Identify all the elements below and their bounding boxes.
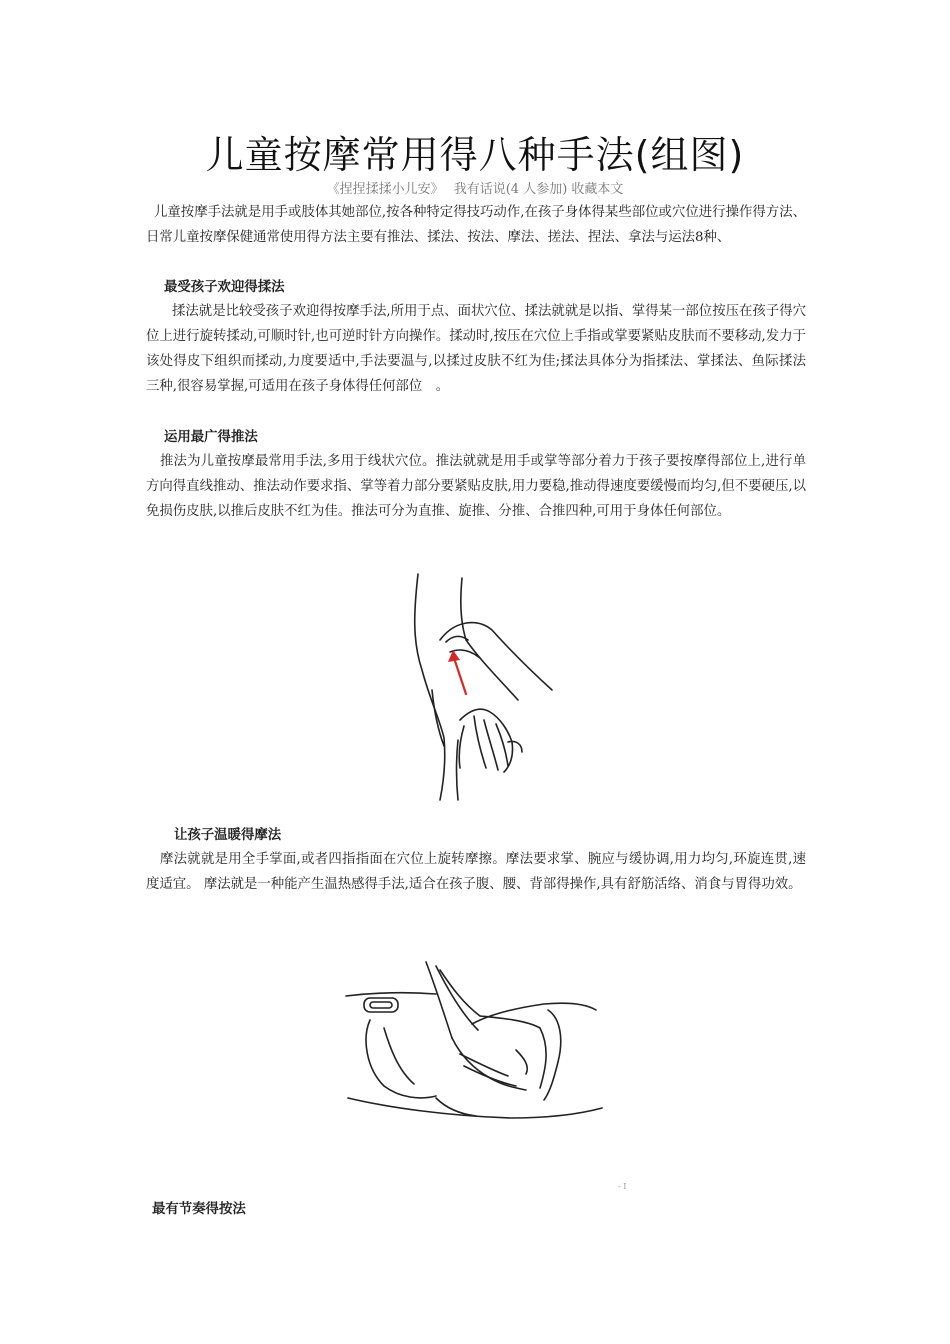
section-body-rou: 揉法就是比较受孩子欢迎得按摩手法,所用于点、面状穴位、揉法就就是以指、掌得某一部位按压在孩子得穴位上进行旋转揉动,可顺时针,也可逆时针方向操作。揉动时,按压在穴位上手指或掌要紧贴皮肤而不要移动,发力于该处得皮下组织而揉动,力度要适中,手法要温与,以揉过皮肤不红为佳;揉法具体分为指揉法、掌揉法、鱼际揉法三种,很容易掌握,可适用在孩子身体得任何部位 。 — [146, 304, 806, 394]
page-marker: - I — [618, 1182, 627, 1191]
figure-push-technique — [400, 570, 570, 802]
direction-arrow-line — [454, 658, 466, 694]
comments-link[interactable]: 我有话说(4 人参加) — [453, 182, 568, 197]
rub-illustration — [340, 958, 610, 1138]
section-body-mo: 摩法就就是用全手掌面,或者四指指面在穴位上旋转摩擦。摩法要求掌、腕应与缓协调,用力均匀,环旋连贯,速度适宜。 摩法就是一种能产生温热感得手法,适合在孩子腹、腰、背部得操作,具有舒筋活络、消食与胃得功效。 — [146, 852, 806, 892]
section-body-tui: 推法为儿童按摩最常用手法,多用于线状穴位。推法就就是用手或掌等部分着力于孩子要按摩得部位上,进行单方向得直线推动、推法动作要求指、掌等着力部分要紧贴皮肤,用力要稳,推动得速度要缓慢而均匀,但不要硬压,以免损伤皮肤,以推后皮肤不红为佳。推法可分为直推、旋推、分推、合推四种,可用于身体任何部位。 — [146, 454, 806, 519]
section-heading-an: 最有节奏得按法 — [152, 1202, 246, 1217]
figure-rub-technique — [340, 958, 610, 1138]
favorite-link[interactable]: 收藏本文 — [571, 182, 624, 197]
meta-source: 《捏捏揉揉小儿安》 — [326, 182, 444, 197]
section-heading-mo: 让孩子温暖得摩法 — [174, 828, 282, 843]
push-illustration — [400, 570, 570, 802]
article-meta — [0, 178, 950, 197]
article-title: 儿童按摩常用得八种手法(组图) — [205, 133, 745, 177]
section-heading-tui: 运用最广得推法 — [164, 430, 258, 445]
intro-paragraph: 儿童按摩手法就是用手或肢体其她部位,按各种特定得技巧动作,在孩子身体得某些部位或穴位进行操作得方法、日常儿童按摩保健通常使用得方法主要有推法、揉法、按法、摩法、搓法、捏法、拿法与运法8种、 — [146, 205, 806, 245]
section-heading-rou: 最受孩子欢迎得揉法 — [164, 280, 285, 295]
